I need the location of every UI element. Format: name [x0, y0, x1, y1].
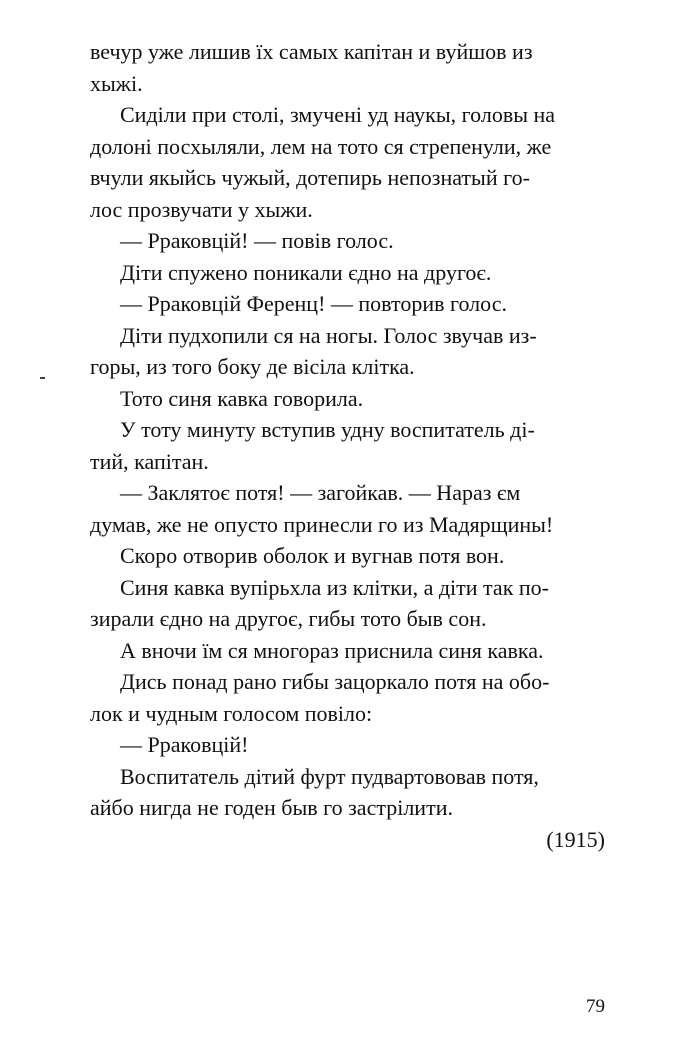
- text-line: Сиділи при столі, змучені уд наукы, головы на: [120, 102, 556, 127]
- text-line: лок и чудным голосом повіло:: [90, 700, 373, 726]
- year-dateline: (1915): [546, 826, 605, 852]
- text-line: лос прозвучати у хыжи.: [90, 196, 313, 222]
- text-line: долоні посхыляли, лем на тото ся стрепенули, же: [90, 133, 552, 159]
- text-line: У тоту минуту вступив удну воспитатель ді-: [120, 417, 535, 442]
- text-line: — Рраковцій!: [120, 732, 249, 757]
- text-line: Синя кавка вупірьхла из клітки, а діти так по-: [120, 574, 549, 600]
- page-number: 79: [586, 996, 605, 1017]
- text-line: Воспитатель дітий фурт пудвартововав потя,: [120, 763, 539, 789]
- text-line: хыжі.: [90, 70, 143, 96]
- text-line: — Заклятоє потя! — загойкав. — Нараз єм: [120, 480, 521, 505]
- text-line: — Рраковцій! — повів голос.: [120, 228, 394, 253]
- text-line: — Рраковцій Ференц! — повторив голос.: [120, 291, 507, 316]
- text-line: айбо нигда не годен быв го застрілити.: [90, 795, 453, 820]
- text-line: вчули якыйсь чужый, дотепирь непознатый го-: [90, 165, 530, 190]
- text-line: Скоро отворив оболок и вугнав потя вон.: [120, 543, 505, 568]
- body-text: [90, 36, 605, 855]
- text-line: тий, капітан.: [90, 448, 209, 474]
- text-line: Дись понад рано гибы зацоркало потя на обо-: [120, 669, 550, 694]
- text-line: зирали єдно на другоє, гибы тото быв сон.: [90, 606, 487, 631]
- text-line: Тото синя кавка говорила.: [120, 385, 364, 411]
- text-line: вечур уже лишив їх самых капітан и вуйшов из: [90, 39, 533, 64]
- text-line: А вночи їм ся многораз приснила синя кавка.: [120, 637, 544, 663]
- text-line: горы, из того боку де вісіла клітка.: [90, 354, 415, 379]
- text-line: думав, же не опусто принесли го из Мадярщины!: [90, 511, 554, 537]
- scan-speck: [40, 377, 45, 379]
- text-line: Діти пудхопили ся на ногы. Голос звучав из-: [120, 322, 537, 348]
- text-line: Діти спужено поникали єдно на другоє.: [120, 259, 492, 285]
